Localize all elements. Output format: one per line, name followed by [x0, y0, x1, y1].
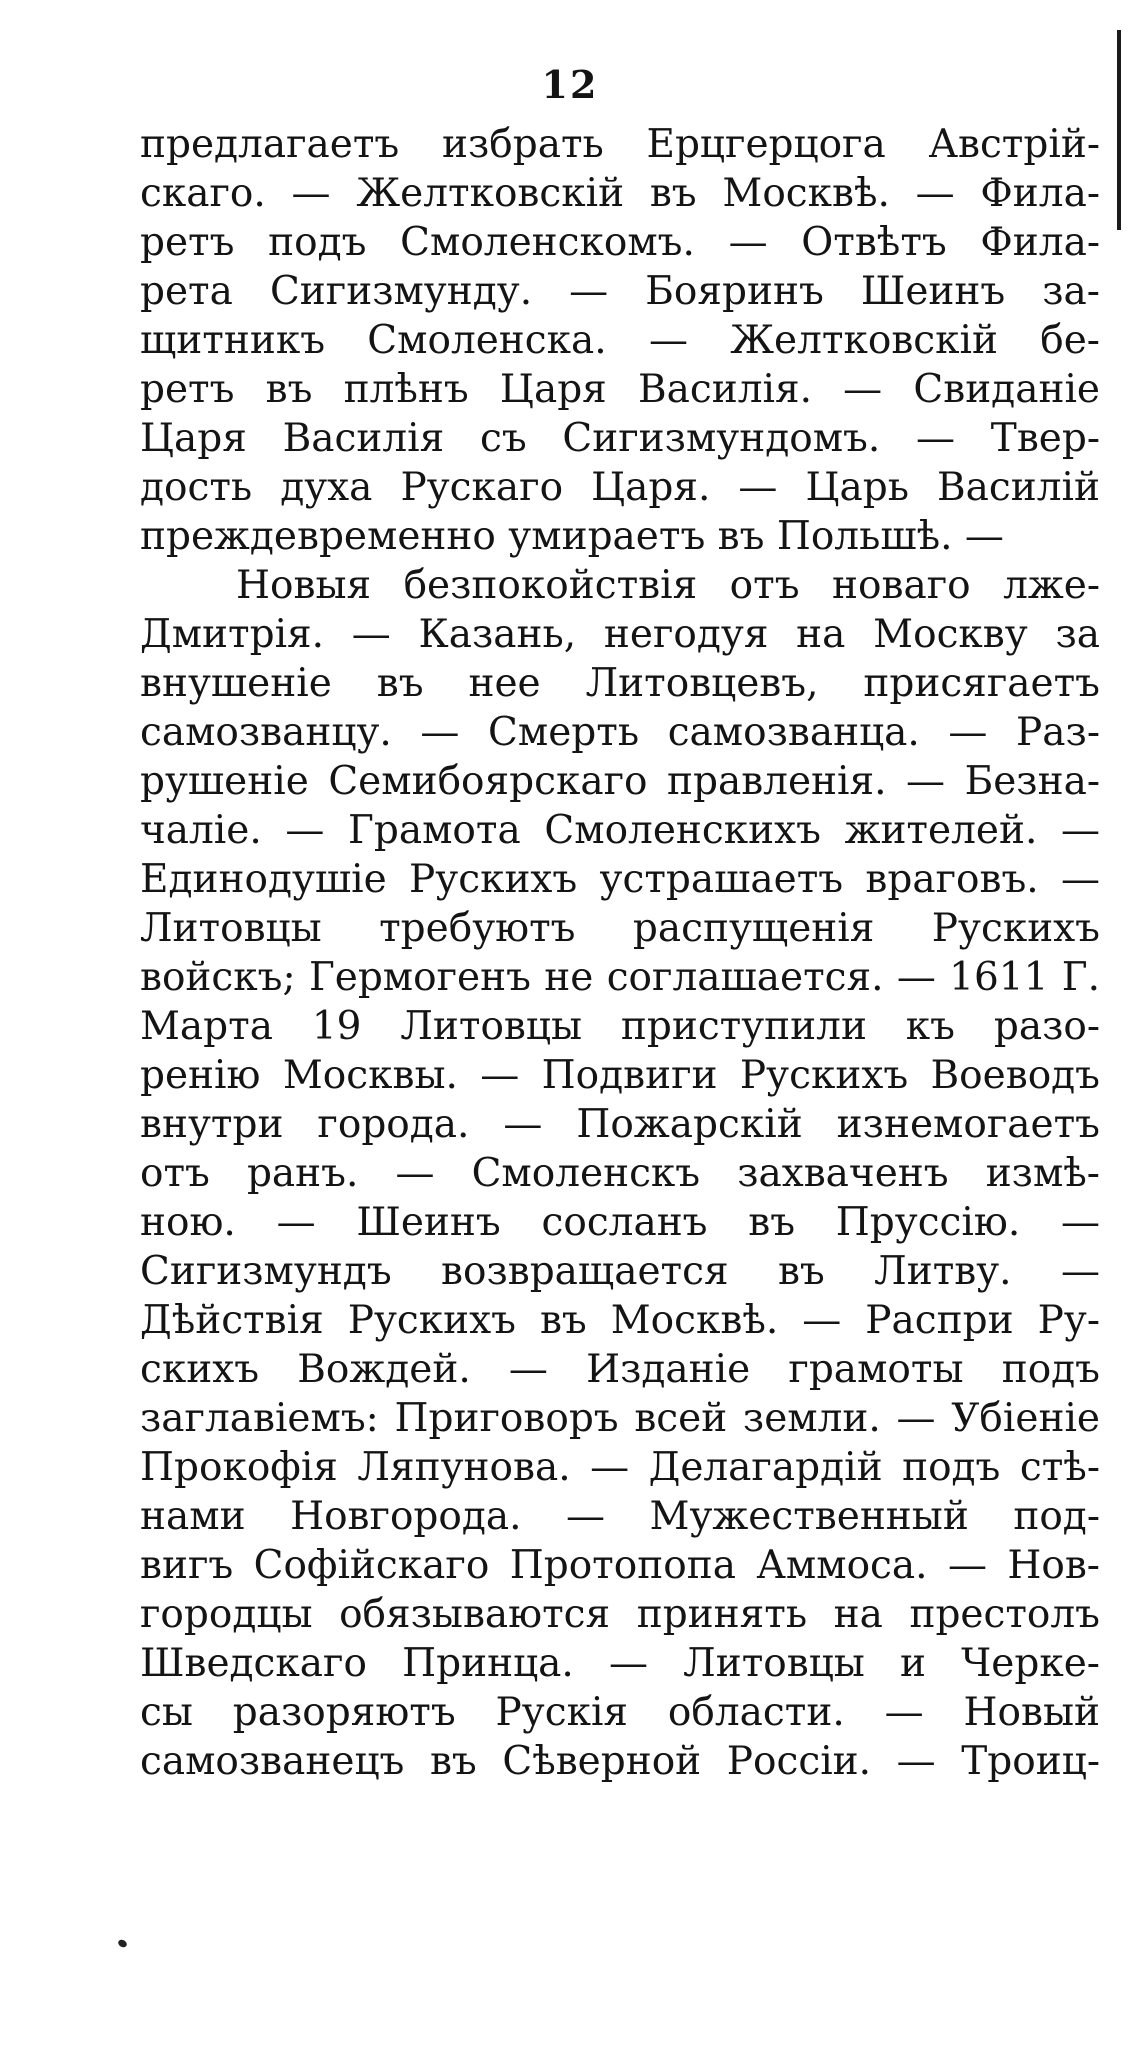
text-line: щитникъ Смоленска. — Желтковскій бе- [140, 318, 1100, 363]
text-line: Единодушіе Рускихъ устрашаетъ враговъ. — [140, 857, 1100, 902]
text-line: рушеніе Семибоярскаго правленія. — Безна- [140, 759, 1100, 804]
text-line: скаго. — Желтковскій въ Москвѣ. — Фила- [140, 171, 1100, 216]
page-number: 12 [541, 62, 599, 107]
text-line: ною. — Шеинъ сосланъ въ Пруссію. — [140, 1200, 1100, 1245]
text-line: Марта 19 Литовцы приступили къ разо- [140, 1004, 1100, 1049]
text-line: предлагаетъ избрать Ерцгерцога Австрій- [140, 122, 1100, 167]
text-line: внушеніе въ нее Литовцевъ, присягаетъ [140, 661, 1100, 706]
text-line: нами Новгорода. — Мужественный под- [140, 1494, 1100, 1539]
text-line: Литовцы требуютъ распущенія Рускихъ [140, 906, 1100, 951]
text-line: Прокофія Ляпунова. — Делагардій подъ стѣ- [140, 1445, 1100, 1490]
text-line: дость духа Рускаго Царя. — Царь Василій [140, 465, 1100, 510]
text-line: отъ ранъ. — Смоленскъ захваченъ измѣ- [140, 1151, 1100, 1196]
text-line: Дѣйствія Рускихъ въ Москвѣ. — Распри Ру- [140, 1298, 1100, 1343]
text-block [140, 120, 1100, 1786]
text-line: городцы обязываются принять на престолъ [140, 1592, 1100, 1637]
text-line: чаліе. — Грамота Смоленскихъ жителей. — [140, 808, 1100, 853]
text-line: самозванецъ въ Сѣверной Россіи. — Троиц- [140, 1739, 1100, 1784]
text-line: сы разоряютъ Рускія области. — Новый [140, 1690, 1100, 1735]
text-line: ретъ подъ Смоленскомъ. — Отвѣтъ Фила- [140, 220, 1100, 265]
text-line: заглавіемъ: Приговоръ всей земли. — Убіеніе [140, 1396, 1100, 1441]
text-line: войскъ; Гермогенъ не соглашается. — 1611 Г. [140, 955, 1100, 1000]
text-line: ретъ въ плѣнъ Царя Василія. — Свиданіе [140, 367, 1100, 412]
text-line: вигъ Софійскаго Протопопа Аммоса. — Нов- [140, 1543, 1100, 1588]
text-line: Дмитрія. — Казань, негодуя на Москву за [140, 612, 1100, 657]
text-line: Сигизмундъ возвращается въ Литву. — [140, 1249, 1100, 1294]
text-line: скихъ Вождей. — Изданіе грамоты подъ [140, 1347, 1100, 1392]
text-line: рета Сигизмунду. — Бояринъ Шеинъ за- [140, 269, 1100, 314]
text-line: самозванцу. — Смерть самозванца. — Раз- [140, 710, 1100, 755]
ink-speck [117, 1938, 128, 1949]
text-line: преждевременно умираетъ въ Польшѣ. — [140, 514, 1004, 559]
margin-rule [1117, 30, 1121, 230]
text-line: внутри города. — Пожарскій изнемогаетъ [140, 1102, 1100, 1147]
text-line: Царя Василія съ Сигизмундомъ. — Твер- [140, 416, 1100, 461]
text-line: ренію Москвы. — Подвиги Рускихъ Воеводъ [140, 1053, 1100, 1098]
text-line: Новыя безпокойствія отъ новаго лже- [236, 563, 1100, 608]
text-line: Шведскаго Принца. — Литовцы и Черке- [140, 1641, 1100, 1686]
